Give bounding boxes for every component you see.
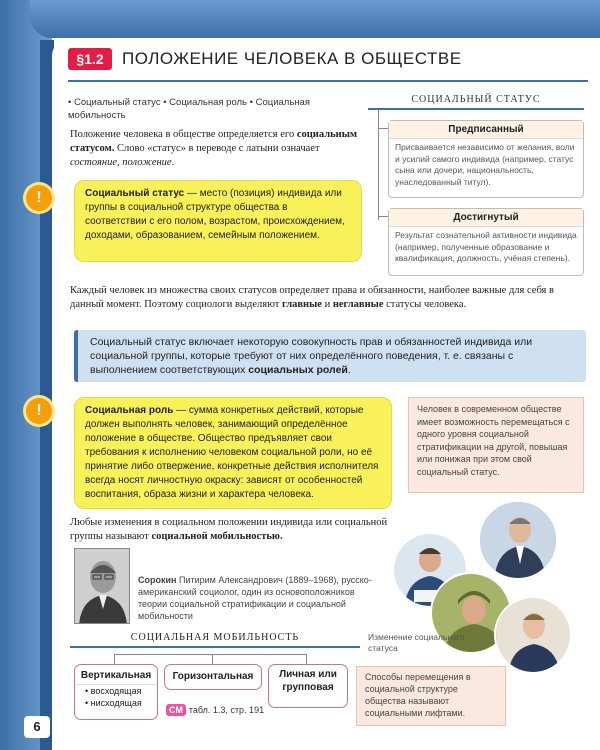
tree-branch (378, 216, 388, 217)
definition-status-term: Социальный статус (85, 188, 185, 199)
keywords: • Социальный статус • Социальная роль • Социальная мобильность (68, 97, 310, 121)
sorokin-portrait (74, 548, 130, 624)
schoolboy-photo (494, 596, 572, 674)
mobility-tree-branch (114, 654, 115, 664)
reference-text: табл. 1.3, стр. 191 (188, 705, 265, 715)
ascribed-status-title: Предписанный (389, 121, 583, 139)
intro-meaning: состояние, положение (70, 157, 172, 168)
definition-role-term: Социальная роль (85, 405, 174, 416)
mobility-panel-heading: СОЦИАЛЬНАЯ МОБИЛЬНОСТЬ (130, 632, 300, 643)
definition-status-text: — место (позиция) индивида или группы в социальной структуре общества в соответствии с его полом, возрастом, происхождением, доходами, образованием, семейным положением. (85, 188, 345, 241)
table-reference[interactable] (166, 704, 264, 716)
mobility-rule (70, 646, 360, 648)
top-band (30, 0, 600, 38)
achieved-status-box (388, 208, 584, 276)
exclamation-icon: ! (26, 185, 52, 211)
ascribed-status-text: Присваивается независимо от желания, воли и усилий самого индивида (например, статус сына или дочери, национальность, унаследованный титул). (395, 142, 575, 187)
mobility-text: Любые изменения в социальном положении индивида или социальной группы называют (70, 517, 388, 542)
downward-mobility: • нисходящая (85, 698, 142, 708)
mobility-tree-branch (212, 654, 213, 664)
bio-name: Сорокин (138, 575, 177, 585)
definition-role-text: — сумма конкретных действий, которые должен выполнять человек, занимающий определённое положение в обществе. Общество предъявляет свои требования к исполнению человеком социальной роли, но её принятие либо отвержение, конкретные действия исполнителя всегда носят личностную окраску: зависят от особенностей воспитания, образа жизни и характера человека. (85, 405, 379, 500)
statuses-minor: неглавные (332, 299, 384, 310)
photos-caption: Изменение социального статуса (368, 632, 465, 653)
upward-mobility: • восходящая (85, 686, 142, 696)
intro-paragraph (70, 128, 360, 170)
status-panel-heading: СОЦИАЛЬНЫЙ СТАТУС (411, 94, 541, 105)
role-note-box (74, 330, 586, 382)
horizontal-mobility-box: Горизонтальная (164, 664, 262, 690)
role-note-end: . (347, 364, 351, 376)
mobility-paragraph (70, 516, 388, 544)
section-number: §1.2 (68, 48, 112, 70)
intro-text-1: Положение человека в обществе определяется его (70, 129, 297, 140)
tree-line (378, 110, 379, 220)
title-rule (68, 80, 588, 82)
personal-group-mobility-box: Личная или групповая (268, 664, 348, 708)
statuses-end: статусы человека. (383, 299, 467, 310)
mobility-tree-line (114, 654, 306, 655)
ascribed-status-box (388, 120, 584, 198)
exclamation-icon: ! (26, 398, 52, 424)
stratification-note: Человек в современном обществе имеет возможность перемещаться с одного уровня социальной стратификации на другой, повышая или понижая при этом свой социальный статус. (408, 397, 584, 493)
page-title: ПОЛОЖЕНИЕ ЧЕЛОВЕКА В ОБЩЕСТВЕ (122, 49, 462, 68)
intro-end: . (171, 157, 175, 168)
statuses-paragraph (70, 284, 585, 312)
reference-badge: СМ (166, 704, 186, 716)
tree-branch (378, 128, 388, 129)
role-note-text: Социальный статус включает некоторую совокупность прав и обязанностей индивида или социальной группы, которые требуют от них определённого поведения, т. е. связаны с выполнением соответствующих (90, 336, 533, 376)
intro-text-2: Слово «статус» в переводе с латыни означает (114, 143, 320, 154)
definition-role (74, 397, 392, 509)
vertical-mobility-title: Вертикальная (75, 665, 157, 685)
businessman-photo (478, 500, 558, 580)
statuses-and: и (321, 299, 333, 310)
statuses-text-1: Каждый человек из множества своих статусов определяет права и обязанности, наиболее важные для себя в данный момент. Поэтому социологи выделяют (70, 285, 554, 310)
mobility-tree-branch (306, 654, 307, 664)
vertical-mobility-box (74, 664, 158, 720)
sorokin-bio (138, 574, 378, 622)
achieved-status-text: Результат сознательной активности индивида (например, полученные образование и квалификация, должность, учёная степень). (395, 230, 577, 263)
mobility-term: социальной мобильностью. (151, 531, 283, 542)
definition-status (74, 180, 362, 262)
status-rule (368, 108, 584, 110)
page-number: 6 (24, 716, 50, 738)
statuses-main: главные (282, 299, 322, 310)
role-note-term: социальных ролей (248, 364, 348, 376)
intro-term: социальным статусом. (70, 129, 358, 154)
social-lifts-note: Способы перемещения в социальной структуре общества называют социальными лифтами. (356, 666, 506, 726)
achieved-status-title: Достигнутый (389, 209, 583, 227)
bio-text: Питирим Александрович (1889–1968), русско-американский социолог, один из основоположников теории социальной стратификации и социальной мобильности (138, 575, 372, 621)
